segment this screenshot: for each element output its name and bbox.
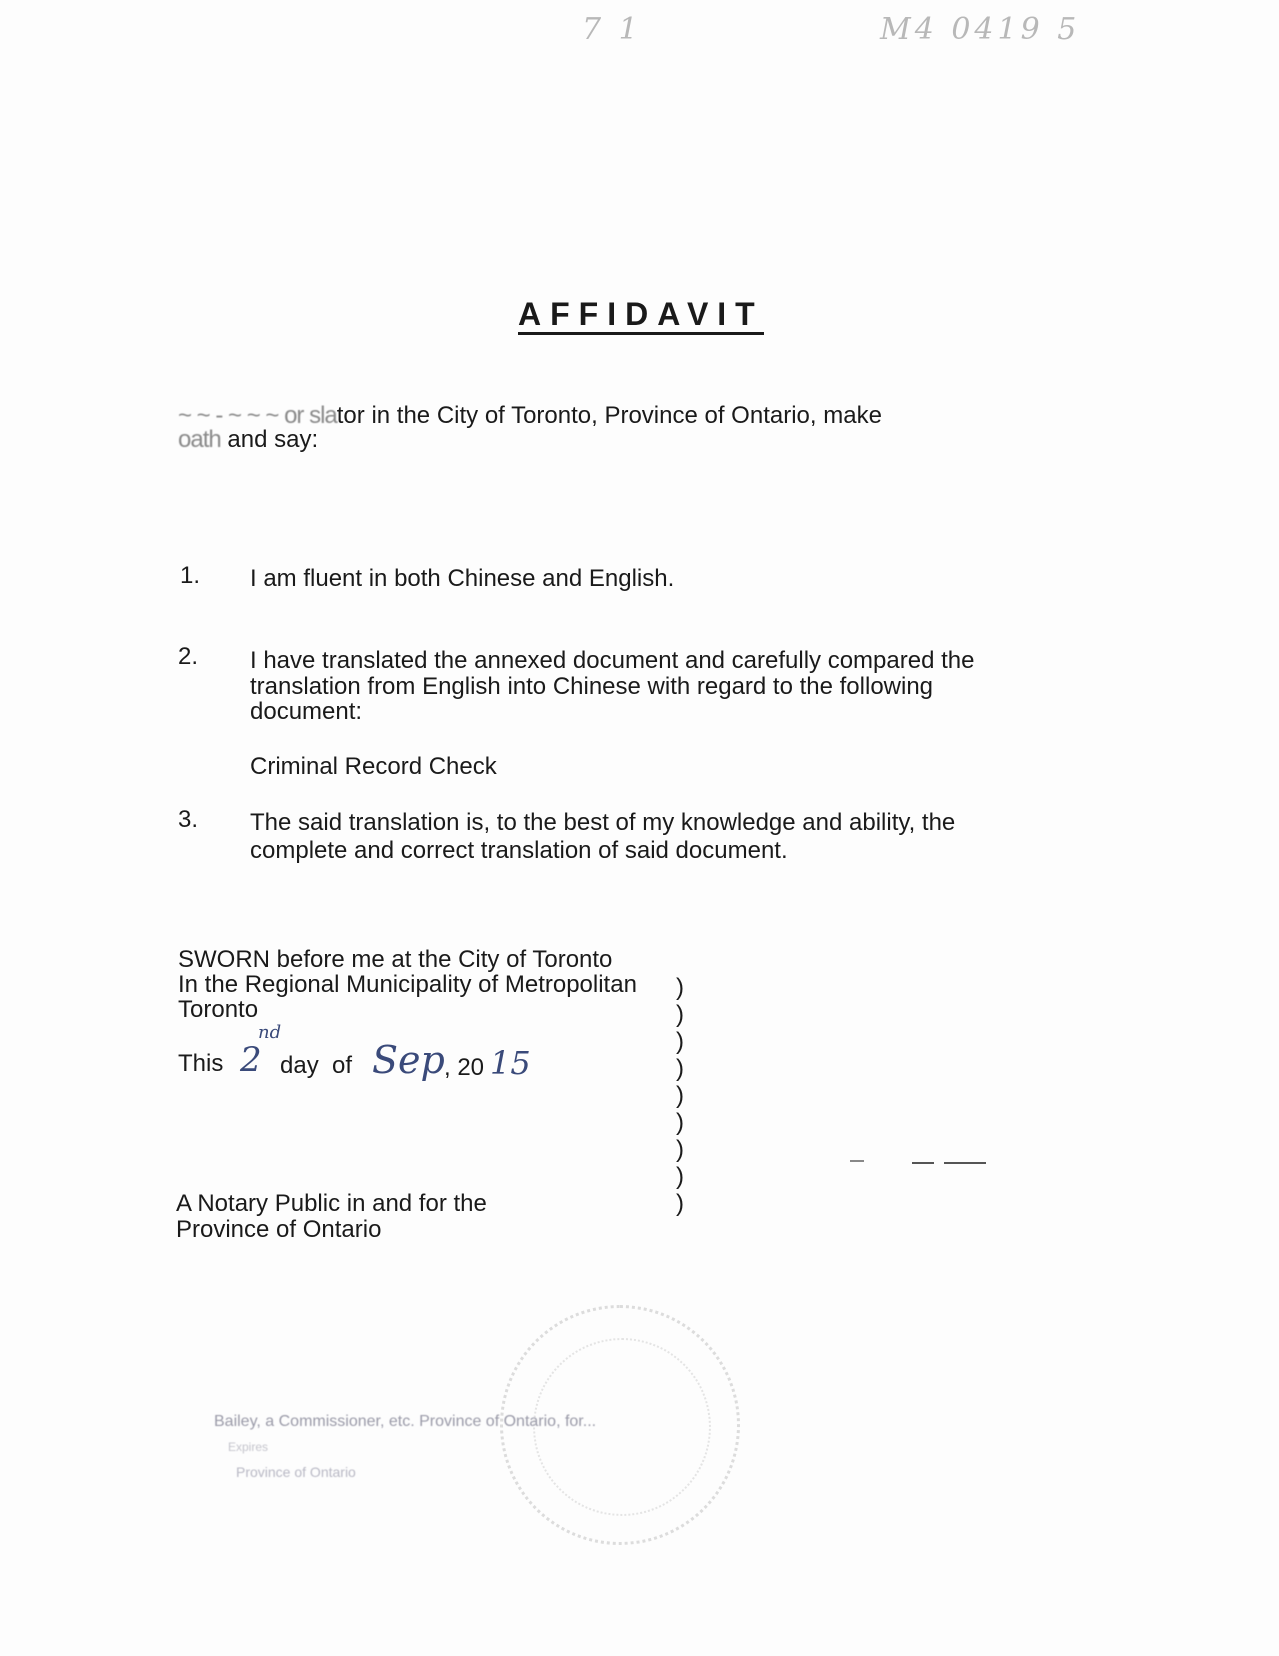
intro-line-2-text: and say: xyxy=(220,426,319,453)
paren-5: ) xyxy=(676,1082,684,1109)
date-day-value: 2 xyxy=(240,1040,262,1080)
corner-note-right: M4 0419 5 xyxy=(880,12,1081,47)
document-name: Criminal Record Check xyxy=(250,753,497,780)
stamp-line-3: Province of Ontario xyxy=(236,1464,356,1480)
sworn-line-3: Toronto xyxy=(178,996,259,1023)
signature-line-fragment-2 xyxy=(912,1162,934,1164)
item-2-line-3: document: xyxy=(250,698,363,725)
date-day-suffix: nd xyxy=(258,1022,282,1043)
signature-line-fragment-3 xyxy=(944,1162,986,1164)
item-3-number: 3. xyxy=(178,806,199,833)
obscured-oath: oath xyxy=(178,426,221,453)
paren-9: ) xyxy=(676,1190,684,1217)
item-3-line-1: The said translation is, to the best of my knowledge and ability, the xyxy=(250,809,956,836)
date-month-value: Sep xyxy=(372,1038,445,1082)
paren-7: ) xyxy=(676,1136,684,1163)
page-title: AFFIDAVIT xyxy=(518,296,764,335)
paren-8: ) xyxy=(676,1163,684,1190)
paren-2: ) xyxy=(676,1001,684,1028)
item-1-number: 1. xyxy=(180,562,201,589)
date-day-label: day xyxy=(280,1052,319,1079)
signature-line-fragment-1 xyxy=(850,1160,864,1162)
date-this-label: This xyxy=(178,1050,224,1077)
stamp-line-1: Bailey, a Commissioner, etc. Province of Ontario, for... xyxy=(214,1413,597,1430)
paren-4: ) xyxy=(676,1055,684,1082)
item-2-number: 2. xyxy=(178,643,199,670)
paren-3: ) xyxy=(676,1028,684,1055)
intro-line-1-text: tor in the City of Toronto, Province of Ontario, make xyxy=(336,402,882,429)
item-3-line-2: complete and correct translation of said document. xyxy=(250,837,788,864)
sworn-line-2: In the Regional Municipality of Metropolitan xyxy=(178,971,637,998)
notary-line-2: Province of Ontario xyxy=(176,1216,382,1243)
date-of-label: of xyxy=(332,1052,353,1079)
paren-6: ) xyxy=(676,1109,684,1136)
item-1-line-1: I am fluent in both Chinese and English. xyxy=(250,565,675,592)
item-2-line-2: translation from English into Chinese with regard to the following xyxy=(250,673,934,700)
corner-note-left: 7 1 xyxy=(582,12,642,47)
intro-line-2 xyxy=(178,426,318,454)
date-year-prefix: , 20 xyxy=(444,1054,485,1081)
date-year-value: 15 xyxy=(490,1044,531,1082)
sworn-line-1: SWORN before me at the City of Toronto xyxy=(178,946,613,973)
notary-line-1: A Notary Public in and for the xyxy=(176,1190,487,1217)
stamp-line-2: Expires xyxy=(228,1440,269,1454)
obscured-name: ~ ~ - ~ ~ ~ or sla xyxy=(178,402,337,429)
paren-1: ) xyxy=(676,974,684,1001)
item-2-line-1: I have translated the annexed document and carefully compared the xyxy=(250,647,975,674)
